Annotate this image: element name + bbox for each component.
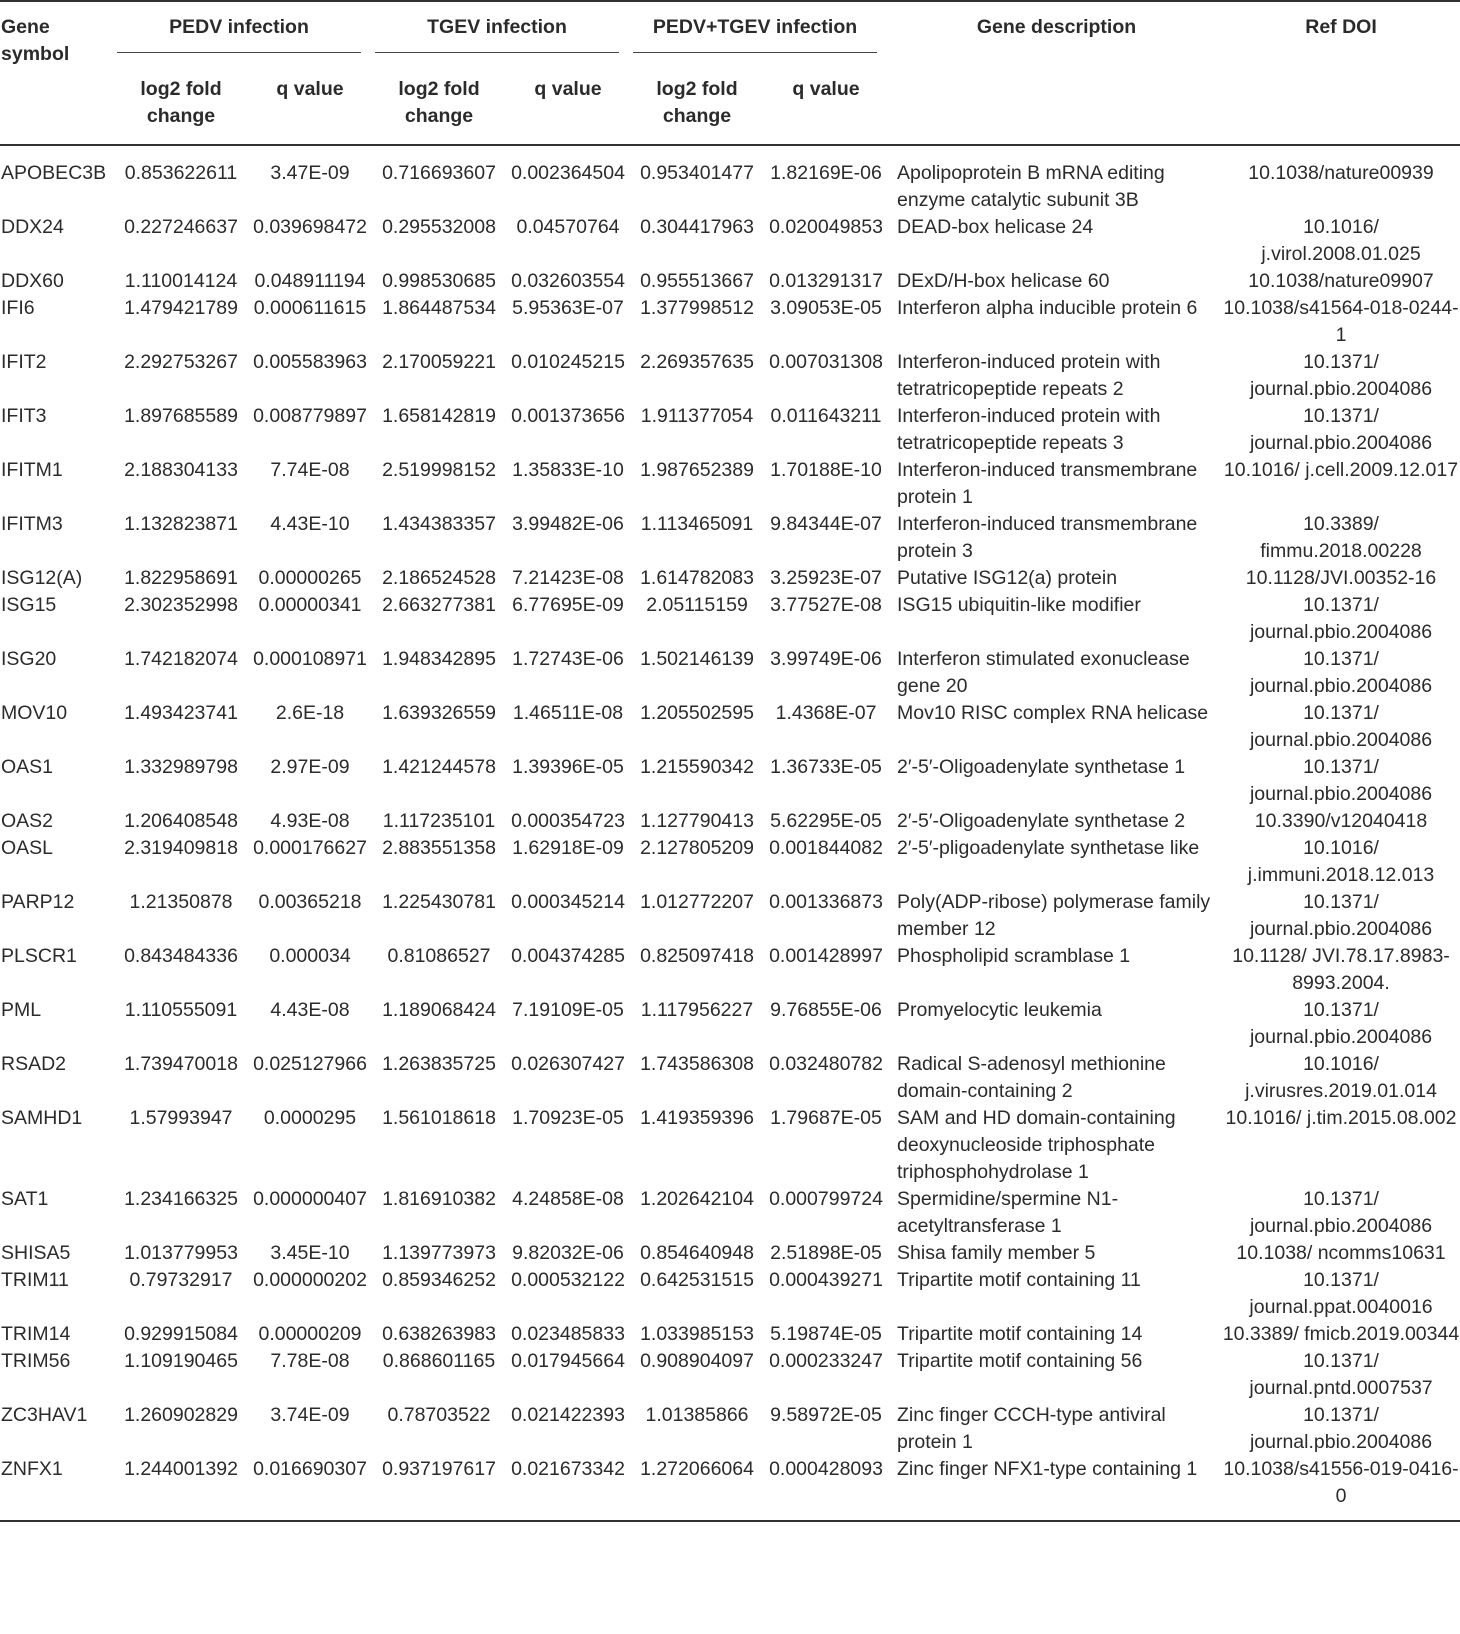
cell-pedv-qvalue: 0.000034 <box>269 945 351 967</box>
cell-both-log2: 0.854640948 <box>640 1242 754 1264</box>
cell-pedv-log2: 1.132823871 <box>124 513 238 535</box>
cell-tgev-qvalue: 1.62918E-09 <box>512 837 624 859</box>
table-row <box>0 1267 1460 1321</box>
cell-pedv-log2: 1.479421789 <box>124 297 238 319</box>
header-tgev-infection: TGEV infection <box>375 1 633 65</box>
cell-ref-doi: 10.1371/ journal.pbio.2004086 <box>1249 702 1433 751</box>
cell-tgev-qvalue: 1.35833E-10 <box>512 459 624 481</box>
table-row <box>0 889 1460 943</box>
cell-both-log2: 0.953401477 <box>640 162 754 184</box>
cell-gene-description: ISG15 ubiquitin-like modifier <box>897 594 1141 616</box>
cell-tgev-log2: 1.225430781 <box>382 891 496 913</box>
cell-pedv-log2: 1.739470018 <box>124 1053 238 1075</box>
cell-ref-doi: 10.1128/ JVI.78.17.8983-8993.2004. <box>1232 945 1450 994</box>
cell-tgev-log2: 0.78703522 <box>387 1404 491 1426</box>
cell-tgev-log2: 1.816910382 <box>382 1188 496 1210</box>
cell-tgev-log2: 2.663277381 <box>382 594 496 616</box>
cell-ref-doi: 10.1128/JVI.00352-16 <box>1245 567 1437 589</box>
cell-ref-doi: 10.1371/ journal.pbio.2004086 <box>1249 648 1433 697</box>
header-tgev-log2: log2 fold change <box>398 78 480 127</box>
cell-tgev-log2: 2.883551358 <box>382 837 496 859</box>
table-row <box>0 835 1460 889</box>
cell-pedv-log2: 2.319409818 <box>124 837 238 859</box>
cell-both-log2: 1.01385866 <box>645 1404 749 1426</box>
cell-ref-doi: 10.3389/ fmicb.2019.00344 <box>1222 1323 1460 1345</box>
cell-ref-doi: 10.1371/ journal.pbio.2004086 <box>1249 594 1433 643</box>
table-row <box>0 1186 1460 1240</box>
cell-gene-symbol: IFI6 <box>1 297 35 319</box>
cell-both-qvalue: 9.58972E-05 <box>770 1404 882 1426</box>
header-both-qvalue: q value <box>792 78 860 100</box>
cell-tgev-qvalue: 6.77695E-09 <box>512 594 624 616</box>
cell-tgev-log2: 0.998530685 <box>382 270 496 292</box>
cell-pedv-qvalue: 3.74E-09 <box>270 1404 350 1426</box>
cell-ref-doi: 10.1016/ j.virol.2008.01.025 <box>1261 216 1421 265</box>
cell-ref-doi: 10.1371/ journal.pbio.2004086 <box>1249 1188 1433 1237</box>
cell-pedv-log2: 1.013779953 <box>124 1242 238 1264</box>
cell-tgev-log2: 0.868601165 <box>382 1350 496 1372</box>
table-row <box>0 1456 1460 1521</box>
cell-both-qvalue: 0.011643211 <box>770 405 882 427</box>
cell-pedv-log2: 1.332989798 <box>124 756 238 778</box>
cell-pedv-qvalue: 3.47E-09 <box>270 162 350 184</box>
cell-both-qvalue: 3.09053E-05 <box>770 297 882 319</box>
cell-both-log2: 2.127805209 <box>640 837 754 859</box>
cell-tgev-log2: 2.519998152 <box>382 459 496 481</box>
cell-tgev-qvalue: 0.021673342 <box>511 1458 625 1480</box>
table-row <box>0 1051 1460 1105</box>
cell-gene-symbol: TRIM11 <box>1 1269 69 1291</box>
cell-ref-doi: 10.1371/ journal.pbio.2004086 <box>1249 756 1433 805</box>
cell-gene-description: Spermidine/spermine N1-acetyltransferase 1 <box>897 1188 1119 1237</box>
cell-both-log2: 0.955513667 <box>640 270 754 292</box>
cell-both-qvalue: 0.001844082 <box>769 837 883 859</box>
cell-both-log2: 1.202642104 <box>640 1188 754 1210</box>
cell-both-log2: 0.825097418 <box>640 945 754 967</box>
cell-both-log2: 0.908904097 <box>640 1350 754 1372</box>
cell-pedv-qvalue: 3.45E-10 <box>270 1242 350 1264</box>
header-both-log2: log2 fold change <box>656 78 738 127</box>
cell-gene-description: Interferon-induced protein with tetratricopeptide repeats 2 <box>897 351 1161 400</box>
cell-ref-doi: 10.3390/v12040418 <box>1254 810 1428 832</box>
cell-both-log2: 1.033985153 <box>640 1323 754 1345</box>
cell-both-log2: 1.215590342 <box>640 756 754 778</box>
cell-pedv-qvalue: 0.005583963 <box>253 351 367 373</box>
cell-tgev-qvalue: 1.46511E-08 <box>512 702 624 724</box>
header-pedv-infection: PEDV infection <box>117 1 375 65</box>
cell-tgev-qvalue: 9.82032E-06 <box>512 1242 624 1264</box>
cell-both-log2: 0.642531515 <box>640 1269 754 1291</box>
table-body <box>0 145 1460 1521</box>
cell-both-qvalue: 1.36733E-05 <box>770 756 882 778</box>
cell-both-qvalue: 0.013291317 <box>769 270 883 292</box>
cell-both-qvalue: 5.19874E-05 <box>770 1323 882 1345</box>
cell-gene-symbol: SAT1 <box>1 1188 49 1210</box>
table-row <box>0 511 1460 565</box>
cell-tgev-qvalue: 0.000345214 <box>511 891 625 913</box>
cell-gene-symbol: ISG20 <box>1 648 57 670</box>
cell-pedv-log2: 0.843484336 <box>124 945 238 967</box>
cell-pedv-qvalue: 7.74E-08 <box>270 459 350 481</box>
cell-pedv-qvalue: 0.039698472 <box>253 216 367 238</box>
cell-both-qvalue: 3.25923E-07 <box>770 567 882 589</box>
table-row <box>0 592 1460 646</box>
cell-ref-doi: 10.1038/nature09907 <box>1248 270 1434 292</box>
table-row <box>0 808 1460 835</box>
cell-pedv-log2: 2.302352998 <box>124 594 238 616</box>
cell-pedv-qvalue: 0.00000209 <box>258 1323 362 1345</box>
cell-tgev-qvalue: 0.010245215 <box>511 351 625 373</box>
cell-tgev-log2: 1.864487534 <box>382 297 496 319</box>
cell-pedv-log2: 0.227246637 <box>124 216 238 238</box>
cell-ref-doi: 10.1038/nature00939 <box>1248 162 1434 184</box>
cell-ref-doi: 10.1371/ journal.pntd.0007537 <box>1249 1350 1433 1399</box>
cell-gene-description: Radical S-adenosyl methionine domain-containing 2 <box>897 1053 1166 1102</box>
header-pedv-log2: log2 fold change <box>140 78 222 127</box>
cell-tgev-log2: 1.421244578 <box>382 756 496 778</box>
cell-tgev-qvalue: 1.39396E-05 <box>512 756 624 778</box>
cell-pedv-qvalue: 0.00000341 <box>258 594 362 616</box>
cell-both-qvalue: 3.77527E-08 <box>770 594 882 616</box>
cell-ref-doi: 10.1016/ j.cell.2009.12.017 <box>1223 459 1459 481</box>
cell-tgev-qvalue: 1.72743E-06 <box>512 648 624 670</box>
cell-pedv-log2: 1.206408548 <box>124 810 238 832</box>
cell-tgev-qvalue: 0.000354723 <box>511 810 625 832</box>
cell-pedv-log2: 1.234166325 <box>124 1188 238 1210</box>
cell-ref-doi: 10.1371/ journal.pbio.2004086 <box>1249 1404 1433 1453</box>
table-row <box>0 403 1460 457</box>
cell-ref-doi: 10.1038/ ncomms10631 <box>1236 1242 1446 1264</box>
cell-tgev-qvalue: 3.99482E-06 <box>512 513 624 535</box>
table-row <box>0 145 1460 214</box>
cell-ref-doi: 10.1038/s41556-019-0416-0 <box>1223 1458 1459 1507</box>
cell-gene-symbol: OAS1 <box>1 756 54 778</box>
cell-gene-symbol: IFITM3 <box>1 513 63 535</box>
cell-both-log2: 1.911377054 <box>640 405 754 427</box>
table-row <box>0 214 1460 268</box>
table-row <box>0 268 1460 295</box>
cell-gene-description: Zinc finger NFX1-type containing 1 <box>897 1458 1198 1480</box>
cell-gene-description: 2′-5′-Oligoadenylate synthetase 1 <box>897 756 1186 778</box>
cell-both-log2: 1.272066064 <box>640 1458 754 1480</box>
cell-pedv-log2: 2.292753267 <box>124 351 238 373</box>
cell-both-log2: 1.113465091 <box>640 513 754 535</box>
table-row <box>0 1240 1460 1267</box>
cell-tgev-qvalue: 7.21423E-08 <box>512 567 624 589</box>
cell-gene-description: DExD/H-box helicase 60 <box>897 270 1110 292</box>
table-row <box>0 700 1460 754</box>
cell-both-log2: 1.614782083 <box>640 567 754 589</box>
cell-both-qvalue: 9.76855E-06 <box>770 999 882 1021</box>
cell-tgev-qvalue: 0.000532122 <box>511 1269 625 1291</box>
cell-tgev-log2: 1.139773973 <box>382 1242 496 1264</box>
cell-pedv-log2: 0.853622611 <box>124 162 238 184</box>
cell-tgev-qvalue: 0.001373656 <box>511 405 625 427</box>
cell-gene-description: Tripartite motif containing 56 <box>897 1350 1143 1372</box>
cell-both-qvalue: 0.000799724 <box>769 1188 883 1210</box>
cell-tgev-log2: 2.170059221 <box>382 351 496 373</box>
cell-pedv-qvalue: 0.000000202 <box>253 1269 367 1291</box>
cell-both-log2: 1.419359396 <box>640 1107 754 1129</box>
cell-gene-description: Mov10 RISC complex RNA helicase <box>897 702 1209 724</box>
cell-ref-doi: 10.1016/ j.tim.2015.08.002 <box>1225 1107 1457 1129</box>
cell-both-qvalue: 0.007031308 <box>769 351 883 373</box>
cell-pedv-qvalue: 4.43E-10 <box>270 513 350 535</box>
cell-pedv-log2: 1.742182074 <box>124 648 238 670</box>
cell-pedv-log2: 0.79732917 <box>129 1269 233 1291</box>
cell-gene-symbol: ZC3HAV1 <box>1 1404 88 1426</box>
cell-ref-doi: 10.3389/ fimmu.2018.00228 <box>1260 513 1422 562</box>
cell-tgev-qvalue: 5.95363E-07 <box>512 297 624 319</box>
cell-tgev-log2: 2.186524528 <box>382 567 496 589</box>
cell-gene-symbol: PLSCR1 <box>1 945 77 967</box>
cell-pedv-qvalue: 0.000611615 <box>253 297 367 319</box>
cell-tgev-log2: 1.434383357 <box>382 513 496 535</box>
cell-tgev-qvalue: 0.04570764 <box>516 216 620 238</box>
table-row <box>0 1402 1460 1456</box>
cell-pedv-qvalue: 4.93E-08 <box>270 810 350 832</box>
cell-pedv-qvalue: 0.025127966 <box>253 1053 367 1075</box>
cell-gene-description: Interferon-induced protein with tetratricopeptide repeats 3 <box>897 405 1161 454</box>
cell-both-qvalue: 3.99749E-06 <box>770 648 882 670</box>
cell-gene-description: Apolipoprotein B mRNA editing enzyme catalytic subunit 3B <box>897 162 1165 211</box>
cell-tgev-log2: 1.658142819 <box>382 405 496 427</box>
cell-tgev-qvalue: 0.004374285 <box>511 945 625 967</box>
cell-pedv-log2: 1.244001392 <box>124 1458 238 1480</box>
cell-tgev-qvalue: 0.023485833 <box>511 1323 625 1345</box>
cell-both-qvalue: 0.001428997 <box>769 945 883 967</box>
cell-pedv-qvalue: 4.43E-08 <box>270 999 350 1021</box>
cell-pedv-log2: 1.110014124 <box>124 270 238 292</box>
cell-both-log2: 1.117956227 <box>640 999 754 1021</box>
header-pedv-tgev-infection: PEDV+TGEV infection <box>633 1 891 65</box>
cell-both-log2: 2.269357635 <box>640 351 754 373</box>
cell-gene-description: Interferon alpha inducible protein 6 <box>897 297 1198 319</box>
cell-tgev-log2: 1.263835725 <box>382 1053 496 1075</box>
table-row <box>0 943 1460 997</box>
cell-both-qvalue: 1.79687E-05 <box>770 1107 882 1129</box>
cell-tgev-log2: 0.937197617 <box>382 1458 496 1480</box>
table-row <box>0 349 1460 403</box>
cell-both-qvalue: 0.020049853 <box>769 216 883 238</box>
table-row <box>0 754 1460 808</box>
cell-both-qvalue: 0.000428093 <box>769 1458 883 1480</box>
table-row <box>0 646 1460 700</box>
table-row <box>0 1105 1460 1186</box>
table-row <box>0 1321 1460 1348</box>
cell-pedv-log2: 1.493423741 <box>124 702 238 724</box>
cell-gene-symbol: RSAD2 <box>1 1053 67 1075</box>
cell-tgev-qvalue: 0.017945664 <box>511 1350 625 1372</box>
cell-pedv-log2: 1.21350878 <box>129 891 233 913</box>
cell-pedv-log2: 1.897685589 <box>124 405 238 427</box>
cell-tgev-log2: 1.639326559 <box>382 702 496 724</box>
cell-tgev-log2: 0.295532008 <box>382 216 496 238</box>
header-pedv-qvalue: q value <box>276 78 344 100</box>
cell-both-qvalue: 1.70188E-10 <box>770 459 882 481</box>
cell-tgev-qvalue: 0.021422393 <box>511 1404 625 1426</box>
cell-both-log2: 1.127790413 <box>640 810 754 832</box>
cell-pedv-log2: 1.57993947 <box>129 1107 233 1129</box>
cell-both-log2: 0.304417963 <box>640 216 754 238</box>
cell-ref-doi: 10.1371/ journal.pbio.2004086 <box>1249 351 1433 400</box>
cell-pedv-qvalue: 2.6E-18 <box>275 702 345 724</box>
cell-both-qvalue: 9.84344E-07 <box>770 513 882 535</box>
cell-gene-description: Interferon-induced transmembrane protein 1 <box>897 459 1198 508</box>
cell-both-log2: 1.012772207 <box>640 891 754 913</box>
cell-ref-doi: 10.1371/ journal.ppat.0040016 <box>1249 1269 1433 1318</box>
cell-tgev-qvalue: 0.032603554 <box>511 270 625 292</box>
cell-pedv-qvalue: 0.00000265 <box>258 567 362 589</box>
cell-ref-doi: 10.1371/ journal.pbio.2004086 <box>1249 405 1433 454</box>
cell-gene-symbol: DDX24 <box>1 216 64 238</box>
cell-tgev-log2: 1.561018618 <box>382 1107 496 1129</box>
table-row <box>0 295 1460 349</box>
cell-both-log2: 2.05115159 <box>646 594 748 616</box>
cell-tgev-qvalue: 7.19109E-05 <box>512 999 624 1021</box>
cell-ref-doi: 10.1016/ j.virusres.2019.01.014 <box>1245 1053 1437 1102</box>
cell-both-qvalue: 0.000233247 <box>769 1350 883 1372</box>
cell-ref-doi: 10.1038/s41564-018-0244-1 <box>1223 297 1459 346</box>
cell-both-qvalue: 0.000439271 <box>769 1269 883 1291</box>
cell-pedv-qvalue: 7.78E-08 <box>270 1350 350 1372</box>
cell-both-log2: 1.743586308 <box>640 1053 754 1075</box>
cell-gene-description: Promyelocytic leukemia <box>897 999 1102 1021</box>
cell-gene-symbol: PML <box>1 999 42 1021</box>
cell-tgev-log2: 0.638263983 <box>382 1323 496 1345</box>
cell-tgev-qvalue: 1.70923E-05 <box>512 1107 624 1129</box>
cell-gene-description: Phospholipid scramblase 1 <box>897 945 1131 967</box>
cell-gene-symbol: TRIM56 <box>1 1350 71 1372</box>
cell-gene-symbol: MOV10 <box>1 702 68 724</box>
header-gene-description: Gene description <box>976 16 1137 38</box>
cell-gene-symbol: OAS2 <box>1 810 54 832</box>
header-tgev-qvalue: q value <box>534 78 602 100</box>
cell-pedv-qvalue: 0.000176627 <box>253 837 367 859</box>
cell-gene-description: Interferon-induced transmembrane protein 3 <box>897 513 1198 562</box>
cell-tgev-qvalue: 0.026307427 <box>511 1053 625 1075</box>
cell-pedv-qvalue: 0.0000295 <box>263 1107 357 1129</box>
cell-ref-doi: 10.1371/ journal.pbio.2004086 <box>1249 999 1433 1048</box>
cell-pedv-qvalue: 0.000108971 <box>253 648 367 670</box>
cell-pedv-qvalue: 0.00365218 <box>258 891 362 913</box>
cell-gene-description: 2′-5′-pligoadenylate synthetase like <box>897 837 1200 859</box>
cell-pedv-log2: 1.109190465 <box>124 1350 238 1372</box>
cell-both-qvalue: 0.001336873 <box>769 891 883 913</box>
header-ref-doi: Ref DOI <box>1305 16 1377 38</box>
cell-gene-symbol: APOBEC3B <box>1 162 107 184</box>
cell-tgev-log2: 1.948342895 <box>382 648 496 670</box>
cell-pedv-qvalue: 0.048911194 <box>254 270 366 292</box>
cell-gene-symbol: PARP12 <box>1 891 75 913</box>
cell-gene-description: DEAD-box helicase 24 <box>897 216 1094 238</box>
cell-gene-description: Shisa family member 5 <box>897 1242 1096 1264</box>
cell-gene-description: Tripartite motif containing 11 <box>897 1269 1141 1291</box>
cell-pedv-log2: 1.110555091 <box>124 999 238 1021</box>
cell-both-log2: 1.987652389 <box>640 459 754 481</box>
header-gene-symbol: Gene symbol <box>1 16 70 65</box>
cell-gene-symbol: IFITM1 <box>1 459 63 481</box>
cell-pedv-qvalue: 2.97E-09 <box>270 756 350 778</box>
cell-both-qvalue: 2.51898E-05 <box>770 1242 882 1264</box>
cell-gene-symbol: IFIT2 <box>1 351 47 373</box>
table-row <box>0 997 1460 1051</box>
cell-gene-symbol: IFIT3 <box>1 405 47 427</box>
cell-gene-description: Tripartite motif containing 14 <box>897 1323 1143 1345</box>
cell-gene-description: 2′-5′-Oligoadenylate synthetase 2 <box>897 810 1186 832</box>
cell-pedv-qvalue: 0.000000407 <box>253 1188 367 1210</box>
cell-both-log2: 1.502146139 <box>640 648 754 670</box>
cell-pedv-log2: 1.260902829 <box>124 1404 238 1426</box>
cell-tgev-log2: 0.716693607 <box>382 162 496 184</box>
cell-pedv-qvalue: 0.016690307 <box>253 1458 367 1480</box>
cell-gene-symbol: ISG15 <box>1 594 57 616</box>
cell-gene-description: Poly(ADP-ribose) polymerase family member 12 <box>897 891 1211 940</box>
cell-tgev-qvalue: 4.24858E-08 <box>512 1188 624 1210</box>
cell-ref-doi: 10.1371/ journal.pbio.2004086 <box>1249 891 1433 940</box>
cell-tgev-log2: 1.189068424 <box>382 999 496 1021</box>
cell-tgev-log2: 0.81086527 <box>387 945 491 967</box>
cell-tgev-log2: 1.117235101 <box>382 810 496 832</box>
cell-gene-symbol: SAMHD1 <box>1 1107 83 1129</box>
table-row <box>0 565 1460 592</box>
cell-both-qvalue: 5.62295E-05 <box>770 810 882 832</box>
cell-pedv-log2: 1.822958691 <box>124 567 238 589</box>
cell-gene-description: Putative ISG12(a) protein <box>897 567 1118 589</box>
cell-gene-symbol: TRIM14 <box>1 1323 71 1345</box>
cell-gene-symbol: SHISA5 <box>1 1242 71 1264</box>
cell-gene-symbol: ZNFX1 <box>1 1458 63 1480</box>
cell-gene-description: Interferon stimulated exonuclease gene 20 <box>897 648 1190 697</box>
cell-both-log2: 1.377998512 <box>640 297 754 319</box>
cell-both-qvalue: 1.82169E-06 <box>770 162 882 184</box>
cell-tgev-qvalue: 0.002364504 <box>511 162 625 184</box>
cell-both-log2: 1.205502595 <box>640 702 754 724</box>
cell-ref-doi: 10.1016/ j.immuni.2018.12.013 <box>1247 837 1435 886</box>
cell-both-qvalue: 0.032480782 <box>769 1053 883 1075</box>
cell-both-qvalue: 1.4368E-07 <box>775 702 877 724</box>
cell-tgev-log2: 0.859346252 <box>382 1269 496 1291</box>
cell-gene-description: SAM and HD domain-containing deoxynucleoside triphosphate triphosphohydrolase 1 <box>897 1107 1176 1183</box>
cell-gene-symbol: ISG12(A) <box>1 567 83 589</box>
cell-gene-symbol: OASL <box>1 837 54 859</box>
cell-pedv-qvalue: 0.008779897 <box>253 405 367 427</box>
cell-pedv-log2: 0.929915084 <box>124 1323 238 1345</box>
table-row <box>0 457 1460 511</box>
table-row <box>0 1348 1460 1402</box>
cell-gene-description: Zinc finger CCCH-type antiviral protein 1 <box>897 1404 1166 1453</box>
cell-gene-symbol: DDX60 <box>1 270 64 292</box>
table-header <box>0 1 1460 145</box>
cell-pedv-log2: 2.188304133 <box>124 459 238 481</box>
